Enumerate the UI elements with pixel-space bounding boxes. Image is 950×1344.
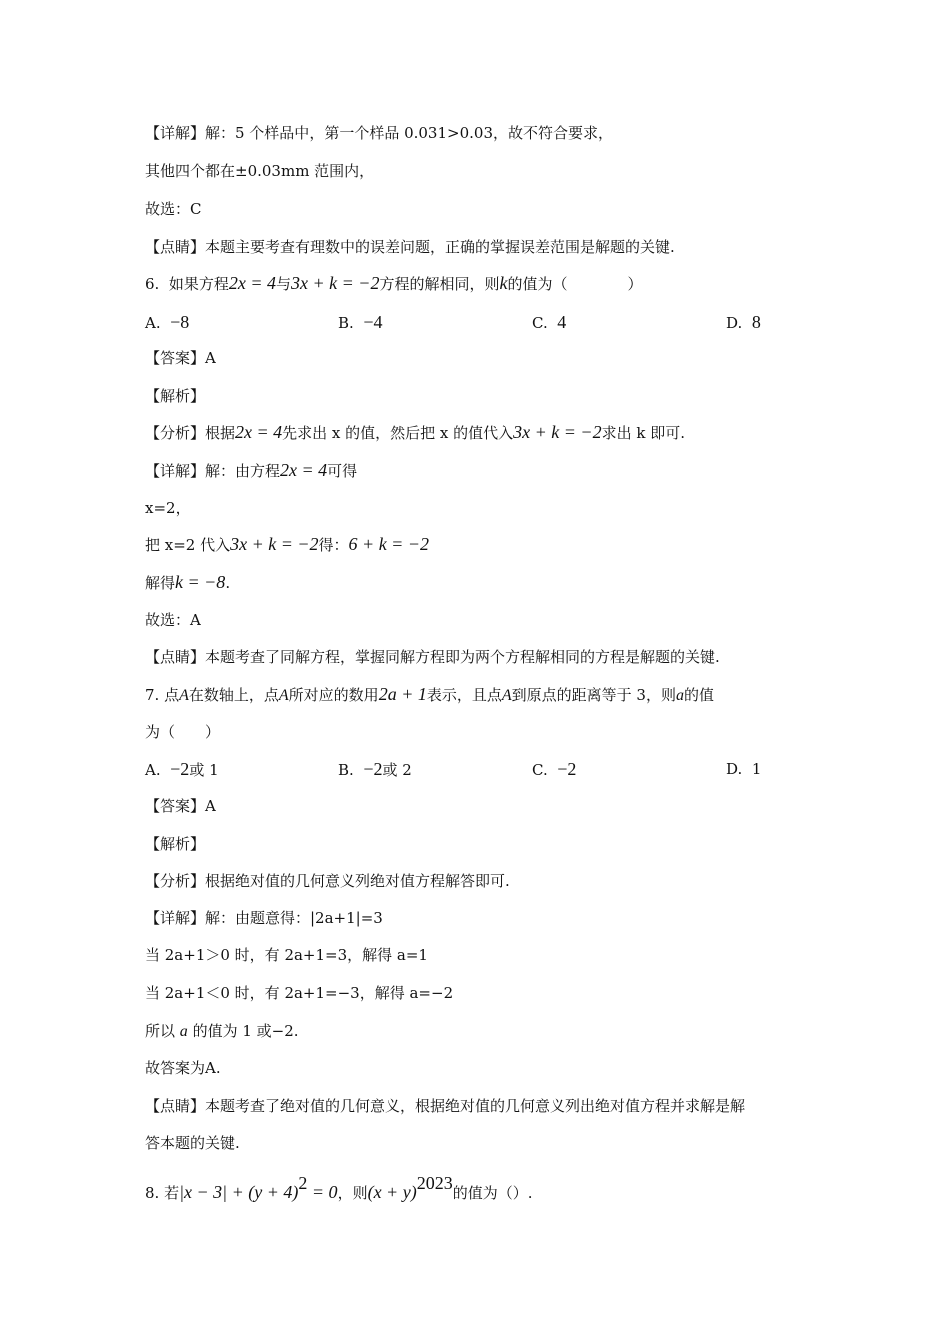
option-value: −2 [170, 759, 190, 779]
option-label: B. [338, 761, 354, 779]
option-value: −2 [363, 759, 383, 779]
text-line: 【点睛】本题主要考查有理数中的误差问题，正确的掌握误差范围是解题的关键. [145, 238, 675, 256]
text-line: 故选：A [145, 611, 201, 629]
text: 把 x=2 代入 [145, 536, 231, 554]
option-label: C. [532, 761, 548, 779]
text: 【详解】解：由方程 [145, 462, 281, 480]
option-value: 或 1 [189, 761, 219, 779]
text: 所对应的数用 [288, 686, 379, 704]
equation: 3x + k = −2 [513, 422, 602, 442]
text: 求出 k 即可. [601, 424, 685, 442]
text: 【分析】根据 [145, 424, 236, 442]
equation: 2a + 1 [378, 684, 427, 704]
option-a [145, 759, 219, 780]
equation: = 0 [307, 1182, 338, 1202]
option-value: 8 [751, 312, 761, 332]
text: 所以 [145, 1022, 176, 1040]
text-line: 当 2a+1＞0 时，有 2a+1=3，解得 a=1 [145, 946, 428, 964]
option-value: −4 [363, 312, 383, 332]
text: ，则 [337, 1184, 368, 1202]
text-line: 【点睛】本题考查了同解方程，掌握同解方程即为两个方程解相同的方程是解题的关键. [145, 648, 720, 666]
option-value: −8 [170, 312, 190, 332]
option-b [338, 312, 383, 333]
text-line [145, 534, 429, 555]
analysis-header: 【解析】 [145, 387, 206, 405]
variable: a [179, 1023, 188, 1040]
text: . [225, 574, 231, 592]
exponent: 2 [298, 1173, 308, 1193]
text-line: 当 2a+1＜0 时，有 2a+1=−3，解得 a=−2 [145, 984, 454, 1002]
option-label: D. [726, 760, 743, 778]
equation: |x − 3| + (y + 4) [179, 1182, 299, 1202]
option-a [145, 312, 189, 333]
text: 的值为（）. [452, 1184, 533, 1202]
answer-line: 【答案】A [145, 349, 216, 367]
answer-line: 【答案】A [145, 797, 216, 815]
option-b [338, 759, 412, 780]
equation: 2x = 4 [280, 460, 328, 480]
variable: A [179, 687, 189, 704]
text-line [145, 572, 230, 593]
text-line: 【详解】解：5 个样品中，第一个样品 0.031>0.03，故不符合要求， [145, 124, 613, 142]
text-line: 其他四个都在±0.03mm 范围内， [145, 162, 375, 180]
text-line: 故答案为A. [145, 1059, 221, 1077]
option-label: B. [338, 314, 354, 332]
option-c [532, 312, 566, 333]
text-line: x=2， [145, 499, 191, 517]
equation: k = −8 [175, 572, 226, 592]
text: 在数轴上，点 [188, 686, 279, 704]
option-value: 或 2 [382, 761, 412, 779]
equation: (x + y) [367, 1182, 417, 1202]
text: 7. 点 [145, 686, 180, 704]
option-label: C. [532, 314, 548, 332]
variable: a [675, 687, 684, 704]
option-d [726, 759, 761, 779]
exponent: 2023 [416, 1173, 453, 1193]
question-text: 与 [276, 275, 292, 293]
text: 得： [318, 536, 349, 554]
option-value: −2 [557, 759, 577, 779]
analysis-line [145, 422, 685, 443]
option-label: A. [145, 761, 161, 779]
question-7 [145, 684, 714, 706]
text-line: 故选：C [145, 200, 202, 218]
option-label: A. [145, 314, 161, 332]
text: 先求出 x 的值，然后把 x 的值代入 [282, 424, 514, 442]
text: 到原点的距离等于 3，则 [511, 686, 676, 704]
equation: 3x + k = −2 [230, 534, 319, 554]
question-text: 的值为（ ） [507, 275, 643, 293]
question-6 [145, 273, 642, 294]
equation: 2x = 4 [235, 422, 283, 442]
analysis-line: 【分析】根据绝对值的几何意义列绝对值方程解答即可. [145, 872, 510, 890]
option-c [532, 759, 576, 780]
text: 的值 [683, 686, 714, 704]
equation: 3x + k = −2 [291, 273, 380, 293]
detail-line [145, 460, 357, 481]
text-line: 为（ ） [145, 723, 221, 741]
question-number: 6. [145, 275, 160, 293]
text-line [145, 1021, 299, 1042]
text: 解得 [145, 574, 176, 592]
variable: A [501, 687, 512, 704]
equation: 2x = 4 [228, 273, 277, 293]
text: 8. 若 [145, 1184, 180, 1202]
question-text: 方程的解相同，则 [379, 275, 500, 293]
text: 表示，且点 [426, 686, 502, 704]
variable: k [499, 273, 508, 293]
option-d [726, 312, 761, 333]
text: 的值为 1 或−2. [192, 1022, 299, 1040]
option-value: 4 [557, 312, 567, 332]
analysis-header: 【解析】 [145, 835, 206, 853]
option-label: D. [726, 314, 743, 332]
question-text: 如果方程 [168, 275, 229, 293]
variable: A [278, 687, 289, 704]
option-value: 1 [751, 760, 762, 778]
detail-line: 【详解】解：由题意得：|2a+1|=3 [145, 909, 383, 927]
equation: 6 + k = −2 [348, 534, 429, 554]
text-line: 【点睛】本题考查了绝对值的几何意义，根据绝对值的几何意义列出绝对值方程并求解是解 [145, 1097, 746, 1115]
text: 可得 [327, 462, 358, 480]
text-line: 答本题的关键. [145, 1134, 240, 1152]
question-8 [145, 1173, 532, 1203]
